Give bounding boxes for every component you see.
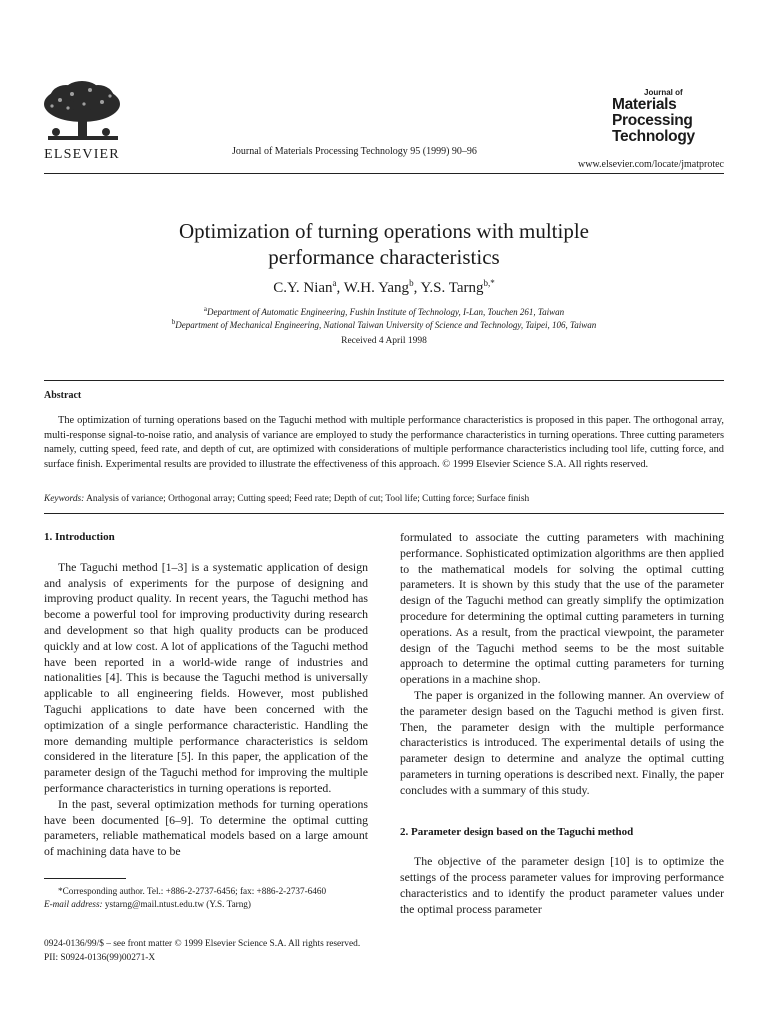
paragraph: In the past, several optimization methods for turning operations have been documented [6–9]. To determine the optimal cutting parameters, reliable mathematical models based on a large amount of machining data have to be xyxy=(44,796,368,859)
journal-name-line: Technology xyxy=(612,128,695,145)
received-date: Received 4 April 1998 xyxy=(341,336,427,346)
publisher-logo xyxy=(40,80,124,163)
elsevier-tree-icon xyxy=(40,80,124,146)
paper-title xyxy=(0,218,768,270)
author-name: Y.S. Tarng xyxy=(420,280,484,296)
corresponding-author-note: *Corresponding author. Tel.: +886-2-2737-6456; fax: +886-2-2737-6460 xyxy=(58,886,327,896)
journal-name xyxy=(612,97,712,145)
author-affiliation-mark: a xyxy=(332,278,337,288)
author-separator: , xyxy=(336,280,344,296)
author-separator: , xyxy=(413,280,421,296)
keywords-label: Keywords: xyxy=(44,494,85,504)
left-column xyxy=(44,530,368,860)
copyright-line: 0924-0136/99/$ – see front matter © 1999 Elsevier Science S.A. All rights reserved. xyxy=(44,939,361,949)
footnote xyxy=(44,885,368,911)
journal-name-line: Materials xyxy=(612,96,677,113)
author-name: W.H. Yang xyxy=(343,280,410,296)
affiliation xyxy=(0,318,768,330)
keywords-list: Analysis of variance; Orthogonal array; Cutting speed; Feed rate; Depth of cut; Tool life; Cutting force; Surface finish xyxy=(86,494,530,504)
email-note xyxy=(44,898,368,911)
journal-citation: Journal of Materials Processing Technology 95 (1999) 90–96 xyxy=(232,146,477,157)
right-column xyxy=(400,530,724,918)
footnote-divider xyxy=(44,878,126,879)
copyright-block xyxy=(44,937,360,965)
author-list xyxy=(0,278,768,297)
journal-name-line: Processing xyxy=(612,112,693,129)
header-divider xyxy=(44,173,724,174)
email-address[interactable]: ystarng@mail.ntust.edu.tw (Y.S. Tarng) xyxy=(104,899,251,909)
paragraph: formulated to associate the cutting parameters with machining performance. Sophisticated optimization algorithms are then applied to the mathematical models for solving the optimal cutting parameters. It is shown by this study that the use of the parameter design of the Taguchi method can greatly simplify the optimization procedure for determining the optimal cutting parameters in turning operations. As a result, from the practical viewpoint, the parameter design of the Taguchi method seems to be the most suitable approach to determine the optimal cutting parameters for turning operations in a machine shop. xyxy=(400,530,724,687)
journal-url[interactable]: www.elsevier.com/locate/jmatprotec xyxy=(578,159,724,170)
abstract-text: The optimization of turning operations based on the Taguchi method with multiple performance characteristics is proposed in this paper. The orthogonal array, multi-response signal-to-noise ratio, and analysis of variance are employed to study the performance characteristics in turning operations. Three cutting parameters namely, cutting speed, feed rate, and depth of cut, are optimized with considerations of multiple performance characteristics including tool life, cutting force, and surface finish. Experimental results are provided to illustrate the effectiveness of this approach. © 1999 Elsevier Science S.A. All rights reserved. xyxy=(44,415,724,470)
affiliation-mark: b xyxy=(171,318,176,326)
pii-line: PII: S0924-0136(99)00271-X xyxy=(44,953,156,963)
affiliation-mark: a xyxy=(203,305,208,313)
abstract-top-divider xyxy=(44,380,724,381)
section-heading: 2. Parameter design based on the Taguchi method xyxy=(400,825,634,838)
section-heading: 1. Introduction xyxy=(44,531,115,543)
paragraph: The objective of the parameter design [10] is to optimize the settings of the process parameter values for improving performance characteristics and to identify the product parameter values under the optimal process parameter xyxy=(400,854,724,916)
author-affiliation-mark: b,* xyxy=(483,278,495,288)
paragraph: The paper is organized in the following manner. An overview of the parameter design based on the Taguchi method is given first. Then, the parameter design with the multiple performance characteristics is introduced. The experimental details of using the parameter design to determine and analyze the optimal cutting parameters in turning operations is described next. Finally, the paper concludes with a summary of this study. xyxy=(400,687,724,797)
author-name: C.Y. Nian xyxy=(273,280,333,296)
email-label: E-mail address: xyxy=(44,899,103,909)
affiliation xyxy=(0,305,768,317)
title-line: performance characteristics xyxy=(268,245,500,269)
author-affiliation-mark: b xyxy=(409,278,414,288)
paragraph: The Taguchi method [1–3] is a systematic application of design and analysis of experiments for the purpose of designing and improving product quality. In recent years, the Taguchi method has become a powerful tool for improving productivity during research and development so that high quality products can be produced quickly and at low cost. A lot of applications of the Taguchi method have been reported in a world-wide range of industries and nationalities [4]. This is because the Taguchi method is universally applicable to all engineering fields. However, most published Taguchi applications to date have been concerned with the optimization of a single performance characteristic. Handling the more demanding multiple performance characteristics is seldom considered in the literature [5]. In this paper, the application of the parameter design of the Taguchi method for improving the multiple performance characteristics in turning operations is reported. xyxy=(44,559,368,795)
affiliation-text: Department of Mechanical Engineering, National Taiwan University of Science and Technology, Taipei, 106, Taiwan xyxy=(175,320,597,330)
publisher-name: ELSEVIER xyxy=(44,147,120,162)
affiliation-text: Department of Automatic Engineering, Fushin Institute of Technology, I-Lan, Touchen 261, Taiwan xyxy=(207,307,565,317)
title-line: Optimization of turning operations with multiple xyxy=(178,219,590,243)
abstract-bottom-divider xyxy=(44,513,724,514)
keywords xyxy=(44,494,724,504)
journal-of-label: Journal of xyxy=(644,88,683,97)
journal-brand xyxy=(612,88,712,145)
abstract-heading: Abstract xyxy=(44,390,82,401)
